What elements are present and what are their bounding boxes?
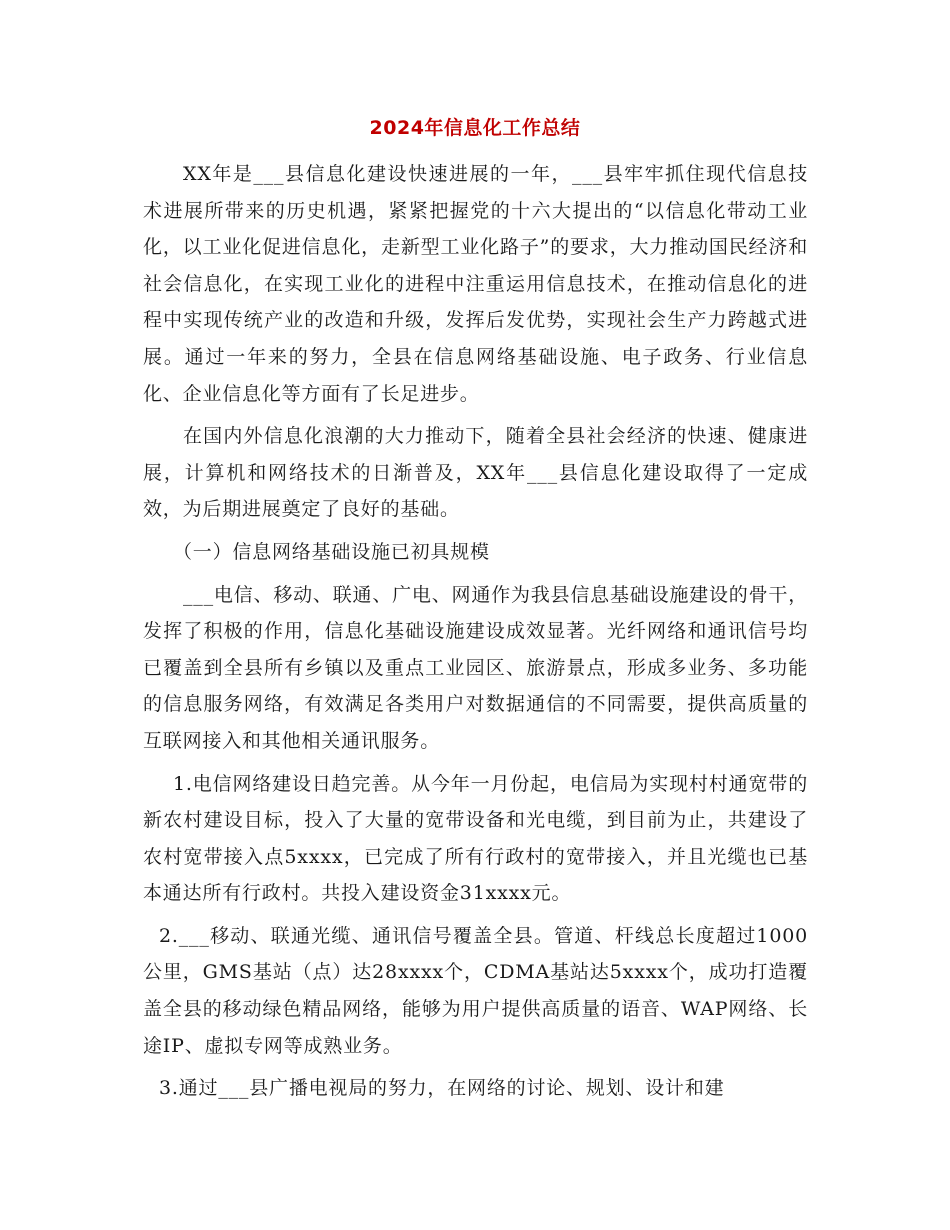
section-heading-1: （一）信息网络基础设施已初具规模 xyxy=(173,540,490,563)
paragraph-infrastructure: ___电信、移动、联通、广电、网通作为我县信息基础设施建设的骨干，发挥了积极的作用，信息化基础设施建设成效显著。光纤网络和通讯信号均已覆盖到全县所有乡镇以及重点工业园区、旅游景点，形成多业务、多功能的信息服务网络，有效满足各类用户对数据通信的不同需要，提供高质量的互联网接入和其他相关通讯服务。 xyxy=(143,583,808,752)
paragraph-intro: XX年是___县信息化建设快速进展的一年，___县牢牢抓住现代信息技术进展所带来的历史机遇，紧紧把握党的十六大提出的“以信息化带动工业化，以工业化促进信息化，走新型工业化路子”的要求，大力推动国民经济和社会信息化，在实现工业化的进程中注重运用信息技术，在推动信息化的进程中实现传统产业的改造和升级，发挥后发优势，实现社会生产力跨越式进展。通过一年来的努力，全县在信息网络基础设施、电子政务、行业信息化、企业信息化等方面有了长足进步。 xyxy=(143,163,808,405)
list-item-1: 1.电信网络建设日趋完善。从今年一月份起，电信局为实现村村通宽带的新农村建设目标，投入了大量的宽带设备和光电缆，到目前为止，共建设了农村宽带接入点5xxxx，已完成了所有行政村的宽带接入，并且光缆也已基本通达所有行政村。共投入建设资金31xxxx元。 xyxy=(143,772,808,905)
document-body xyxy=(143,156,808,1113)
document-title: 2024年信息化工作总结 xyxy=(369,117,581,139)
paragraph-context: 在国内外信息化浪潮的大力推动下，随着全县社会经济的快速、健康进展，计算机和网络技术的日渐普及，XX年___县信息化建设取得了一定成效，为后期进展奠定了良好的基础。 xyxy=(143,425,808,521)
list-item-3: 3.通过___县广播电视局的努力，在网络的讨论、规划、设计和建 xyxy=(159,1077,725,1100)
list-item-2: 2.___移动、联通光缆、通讯信号覆盖全县。管道、杆线总长度超过1000公里，GMS基站（点）达28xxxx个，CDMA基站达5xxxx个，成功打造覆盖全县的移动绿色精品网络，能够为用户提供高质量的语音、WAP网络、长途IP、虚拟专网等成熟业务。 xyxy=(143,924,808,1057)
